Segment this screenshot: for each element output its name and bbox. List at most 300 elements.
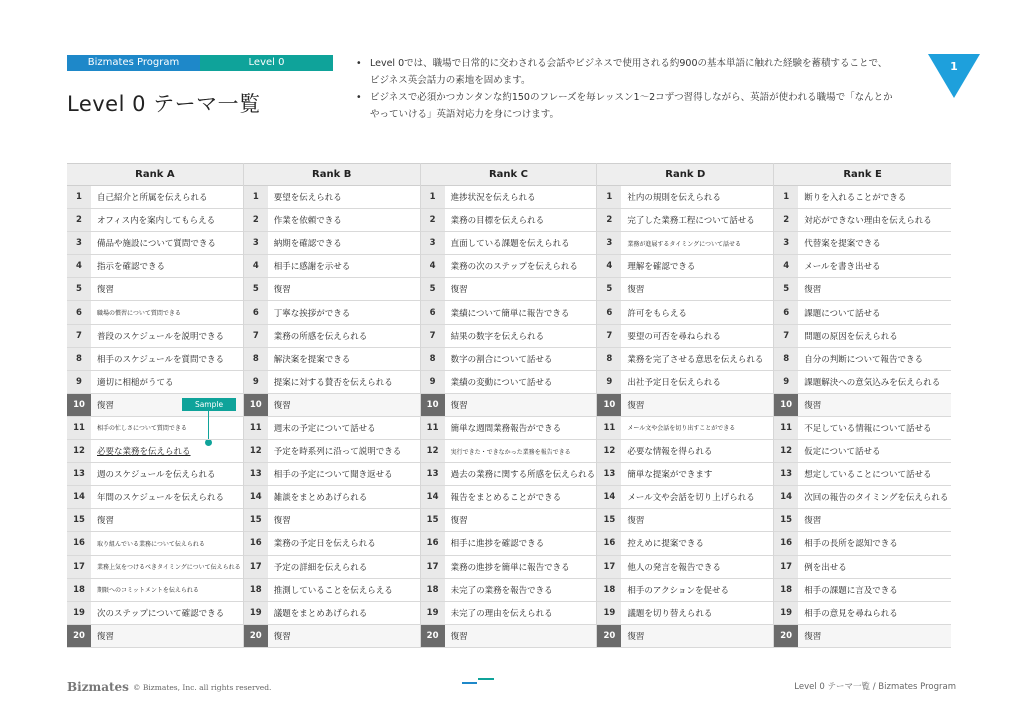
lesson-number: 6 <box>774 301 798 323</box>
lesson-theme: 断りを入れることができる <box>804 193 907 204</box>
lesson-number: 4 <box>774 255 798 277</box>
lesson-number: 8 <box>774 348 798 370</box>
lesson-theme: 直面している課題を伝えられる <box>450 239 570 250</box>
lesson-number: 13 <box>421 463 445 485</box>
lesson-theme: 想定していることについて話せる <box>804 470 932 481</box>
theme-row <box>774 509 951 532</box>
rank-header: Rank D <box>597 163 773 186</box>
lesson-number: 3 <box>597 232 621 254</box>
lesson-number: 17 <box>421 556 445 578</box>
lesson-theme: 復習 <box>273 631 291 642</box>
lesson-number: 13 <box>244 463 268 485</box>
lesson-theme: 復習 <box>273 400 291 411</box>
lesson-theme: 業務が進展するタイミングについて話せる <box>627 240 742 248</box>
lesson-number: 9 <box>421 371 445 393</box>
lesson-theme: 指示を確認できる <box>97 262 166 273</box>
lesson-number: 17 <box>774 556 798 578</box>
lesson-theme: 必要な情報を得られる <box>627 447 713 458</box>
lesson-theme: 代替案を提案できる <box>804 239 881 250</box>
rank-column <box>67 163 244 648</box>
theme-row <box>244 371 420 394</box>
lesson-number: 12 <box>774 440 798 462</box>
lesson-theme: 取り組んでいる業務について伝えられる <box>97 540 205 548</box>
lesson-number: 11 <box>421 417 445 439</box>
lesson-number: 1 <box>244 186 268 208</box>
lesson-number: 7 <box>67 325 91 347</box>
lesson-theme: 納期を確認できる <box>273 239 342 250</box>
theme-row <box>597 255 773 278</box>
lesson-theme: 報告をまとめることができる <box>450 493 562 504</box>
lesson-theme: 復習 <box>450 516 468 527</box>
lesson-number: 19 <box>244 602 268 624</box>
lesson-theme: 丁寧な挨拶ができる <box>273 308 351 319</box>
lesson-theme: 期限へのコミットメントを伝えられる <box>97 587 199 595</box>
lesson-theme: 予定を時系列に沿って説明できる <box>273 447 402 458</box>
lesson-theme: 業務を完了させる意思を伝えられる <box>627 354 764 365</box>
lesson-number: 20 <box>774 625 798 647</box>
theme-row <box>421 486 597 509</box>
lesson-number: 14 <box>421 486 445 508</box>
theme-row <box>244 301 420 324</box>
lesson-number: 19 <box>421 602 445 624</box>
lesson-number: 13 <box>597 463 621 485</box>
theme-row <box>597 186 773 209</box>
program-label: Bizmates Program <box>67 55 200 71</box>
lesson-theme: 結果の数字を伝えられる <box>450 331 545 342</box>
rank-column <box>244 163 421 648</box>
lesson-number: 18 <box>67 579 91 601</box>
theme-row <box>67 348 243 371</box>
lesson-number: 7 <box>597 325 621 347</box>
lesson-number: 10 <box>421 394 445 416</box>
lesson-theme: 社内の規則を伝えられる <box>627 193 721 204</box>
lesson-number: 16 <box>244 532 268 554</box>
lesson-theme: 予定の詳細を伝えられる <box>273 562 368 573</box>
lesson-number: 1 <box>421 186 445 208</box>
footer-mark <box>478 678 494 680</box>
theme-row <box>244 394 420 417</box>
rank-column <box>597 163 774 648</box>
lesson-number: 9 <box>244 371 268 393</box>
footer-mark <box>462 682 477 684</box>
theme-row <box>244 278 420 301</box>
theme-row <box>774 463 951 486</box>
lesson-number: 16 <box>774 532 798 554</box>
theme-row <box>421 532 597 555</box>
theme-row <box>421 232 597 255</box>
theme-row <box>421 209 597 232</box>
theme-row <box>774 301 951 324</box>
theme-row <box>421 509 597 532</box>
theme-row <box>244 486 420 509</box>
theme-row <box>774 232 951 255</box>
lesson-number: 14 <box>774 486 798 508</box>
theme-row <box>421 463 597 486</box>
theme-row <box>774 602 951 625</box>
theme-row <box>597 602 773 625</box>
theme-row <box>67 255 243 278</box>
lesson-theme: 週のスケジュールを伝えられる <box>97 470 216 481</box>
lesson-theme: 相手に進捗を確認できる <box>450 539 545 550</box>
theme-row <box>597 278 773 301</box>
lesson-number: 9 <box>597 371 621 393</box>
lesson-theme: 許可をもらえる <box>627 308 687 319</box>
lesson-theme: 進捗状況を伝えられる <box>450 193 536 204</box>
lesson-number: 9 <box>774 371 798 393</box>
lesson-theme: 復習 <box>450 631 468 642</box>
theme-row <box>244 232 420 255</box>
theme-row <box>421 371 597 394</box>
theme-row <box>244 209 420 232</box>
lesson-theme: 問題の原因を伝えられる <box>804 331 898 342</box>
theme-row <box>421 579 597 602</box>
lesson-theme: 復習 <box>627 400 645 411</box>
lesson-number: 17 <box>597 556 621 578</box>
theme-row <box>244 255 420 278</box>
theme-row <box>67 232 243 255</box>
lesson-theme: 次回の報告のタイミングを伝えられる <box>804 493 949 504</box>
footer-copyright: © Bizmates, Inc. all rights reserved. <box>133 683 272 692</box>
lesson-theme: 必要な業務を伝えられる <box>97 447 191 458</box>
lesson-theme: 不足している情報について話せる <box>804 423 932 434</box>
lesson-number: 18 <box>244 579 268 601</box>
theme-row <box>67 301 243 324</box>
rank-header: Rank E <box>774 163 951 186</box>
lesson-theme: 相手の忙しさについて質問できる <box>97 425 187 433</box>
lesson-theme: 未完了の業務を報告できる <box>450 585 553 596</box>
lesson-theme: 業務上気をつけるべきタイミングについて伝えられる <box>97 564 241 572</box>
lesson-theme: 復習 <box>273 285 291 296</box>
lesson-number: 3 <box>421 232 445 254</box>
lesson-number: 5 <box>244 278 268 300</box>
theme-row <box>597 532 773 555</box>
rank-header: Rank A <box>67 163 243 186</box>
theme-row <box>597 417 773 440</box>
lesson-number: 19 <box>774 602 798 624</box>
lesson-theme: 復習 <box>97 400 115 411</box>
lesson-theme: 作業を依頼できる <box>273 216 342 227</box>
lesson-number: 5 <box>774 278 798 300</box>
theme-row <box>421 417 597 440</box>
lesson-number: 10 <box>597 394 621 416</box>
lesson-theme: 普段のスケジュールを説明できる <box>97 331 224 342</box>
theme-row <box>67 209 243 232</box>
theme-row <box>597 579 773 602</box>
theme-row <box>244 625 420 648</box>
theme-row <box>774 579 951 602</box>
lesson-theme: 業務の進捗を簡単に報告できる <box>450 562 570 573</box>
theme-row <box>597 463 773 486</box>
theme-row <box>597 325 773 348</box>
theme-row <box>244 440 420 463</box>
theme-row <box>597 348 773 371</box>
lesson-theme: 業務の所感を伝えられる <box>273 331 368 342</box>
theme-row <box>67 579 243 602</box>
theme-row <box>774 486 951 509</box>
lesson-theme: オフィス内を案内してもらえる <box>97 216 216 227</box>
lesson-theme: 対応ができない理由を伝えられる <box>804 216 932 227</box>
theme-row <box>244 348 420 371</box>
lesson-theme: 復習 <box>450 400 468 411</box>
lesson-number: 10 <box>774 394 798 416</box>
lesson-number: 2 <box>774 209 798 231</box>
lesson-number: 16 <box>421 532 445 554</box>
lesson-theme: 復習 <box>804 285 822 296</box>
lesson-theme: 議題をまとめあげられる <box>273 608 368 619</box>
theme-row <box>244 463 420 486</box>
lesson-number: 8 <box>421 348 445 370</box>
lesson-number: 20 <box>67 625 91 647</box>
lesson-number: 18 <box>421 579 445 601</box>
lesson-theme: 控えめに提案できる <box>627 539 704 550</box>
lesson-number: 6 <box>597 301 621 323</box>
lesson-theme: 理解を確認できる <box>627 262 696 273</box>
theme-row <box>67 602 243 625</box>
lesson-theme: 業務の予定日を伝えられる <box>273 539 376 550</box>
lesson-number: 12 <box>597 440 621 462</box>
lesson-number: 19 <box>597 602 621 624</box>
theme-row <box>421 348 597 371</box>
intro-bullet: • ビジネスで必須かつカンタンな約150のフレーズを毎レッスン1〜2コずつ習得しながら、英語が使われる職場で「なんとかやっていける」英語対応力を身につけます。 <box>354 89 894 123</box>
lesson-theme: メール文や会話を切り上げられる <box>627 493 755 504</box>
theme-row <box>421 325 597 348</box>
lesson-theme: 未完了の理由を伝えられる <box>450 608 553 619</box>
lesson-theme: 業績の変動について話せる <box>450 377 553 388</box>
theme-row <box>67 625 243 648</box>
lesson-theme: 自己紹介と所属を伝えられる <box>97 193 208 204</box>
lesson-number: 10 <box>67 394 91 416</box>
lesson-theme: 次のステップについて確認できる <box>97 608 225 619</box>
theme-row <box>597 440 773 463</box>
lesson-theme: 復習 <box>627 631 645 642</box>
lesson-number: 2 <box>67 209 91 231</box>
theme-row <box>67 417 243 440</box>
theme-row <box>67 440 243 463</box>
lesson-number: 12 <box>67 440 91 462</box>
lesson-theme: 復習 <box>627 285 645 296</box>
rank-column <box>774 163 951 648</box>
theme-row <box>67 463 243 486</box>
lesson-number: 4 <box>597 255 621 277</box>
lesson-number: 18 <box>774 579 798 601</box>
lesson-number: 12 <box>421 440 445 462</box>
lesson-theme: 復習 <box>804 516 822 527</box>
lesson-number: 17 <box>67 556 91 578</box>
theme-row <box>67 278 243 301</box>
lesson-theme: 業務の目標を伝えられる <box>450 216 545 227</box>
theme-row <box>774 209 951 232</box>
lesson-theme: 復習 <box>450 285 468 296</box>
theme-row <box>597 486 773 509</box>
lesson-number: 5 <box>67 278 91 300</box>
lesson-theme: 適切に相槌がうてる <box>97 377 174 388</box>
lesson-theme: 職場の慣習について質問できる <box>97 310 181 318</box>
theme-row <box>244 602 420 625</box>
theme-row <box>597 371 773 394</box>
rank-header: Rank B <box>244 163 420 186</box>
lesson-number: 20 <box>597 625 621 647</box>
theme-row <box>67 371 243 394</box>
lesson-theme: 数字の割合について話せる <box>450 354 553 365</box>
lesson-theme: 議題を切り替えられる <box>627 608 713 619</box>
lesson-number: 2 <box>597 209 621 231</box>
theme-row <box>774 325 951 348</box>
theme-row <box>244 325 420 348</box>
rank-column <box>421 163 598 648</box>
lesson-theme: 相手のアクションを促せる <box>627 585 729 596</box>
theme-row <box>421 556 597 579</box>
lesson-theme: 完了した業務工程について話せる <box>627 216 755 227</box>
lesson-theme: メールを書き出せる <box>804 262 881 273</box>
theme-table <box>67 163 951 648</box>
lesson-theme: 例を出せる <box>804 562 847 573</box>
lesson-theme: 相手の長所を認知できる <box>804 539 898 550</box>
theme-row <box>597 209 773 232</box>
lesson-number: 14 <box>67 486 91 508</box>
lesson-number: 6 <box>244 301 268 323</box>
lesson-theme: 実行できた・できなかった業務を報告できる <box>450 448 571 456</box>
lesson-number: 13 <box>774 463 798 485</box>
lesson-theme: 復習 <box>97 285 115 296</box>
theme-row <box>774 348 951 371</box>
lesson-number: 10 <box>244 394 268 416</box>
theme-row <box>244 556 420 579</box>
lesson-number: 1 <box>67 186 91 208</box>
lesson-number: 11 <box>774 417 798 439</box>
lesson-number: 13 <box>67 463 91 485</box>
lesson-theme: 過去の業務に関する所感を伝えられる <box>450 470 596 481</box>
lesson-number: 6 <box>67 301 91 323</box>
lesson-number: 12 <box>244 440 268 462</box>
lesson-theme: 提案に対する賛否を伝えられる <box>273 377 393 388</box>
theme-row <box>597 509 773 532</box>
theme-row <box>67 486 243 509</box>
lesson-number: 5 <box>597 278 621 300</box>
lesson-number: 20 <box>421 625 445 647</box>
lesson-theme: 課題について話せる <box>804 308 881 319</box>
lesson-theme: 復習 <box>97 516 115 527</box>
lesson-number: 16 <box>597 532 621 554</box>
theme-row <box>421 255 597 278</box>
lesson-number: 6 <box>421 301 445 323</box>
lesson-number: 15 <box>67 509 91 531</box>
lesson-number: 7 <box>421 325 445 347</box>
lesson-theme: 簡単な週間業務報告ができる <box>450 423 562 434</box>
theme-row <box>421 301 597 324</box>
lesson-theme: 雑談をまとめあげられる <box>273 493 368 504</box>
page-title: Level 0 テーマ一覧 <box>67 92 261 116</box>
lesson-theme: 相手に感謝を示せる <box>273 262 351 273</box>
lesson-number: 11 <box>244 417 268 439</box>
intro-bullet: • Level 0では、職場で日常的に交わされる会話やビジネスで使用される約900の基本単語に触れた経験を蓄積することで、ビジネス英会話力の素地を固めます。 <box>354 55 894 89</box>
lesson-number: 19 <box>67 602 91 624</box>
theme-row <box>597 232 773 255</box>
theme-row <box>774 556 951 579</box>
theme-row <box>774 440 951 463</box>
theme-row <box>421 186 597 209</box>
page-number: 1 <box>950 60 958 73</box>
lesson-number: 4 <box>67 255 91 277</box>
theme-row <box>774 186 951 209</box>
theme-row <box>597 556 773 579</box>
lesson-theme: 出社予定日を伝えられる <box>627 377 721 388</box>
theme-row <box>421 278 597 301</box>
theme-row <box>67 556 243 579</box>
lesson-theme: 週末の予定について話せる <box>273 423 376 434</box>
lesson-number: 18 <box>597 579 621 601</box>
theme-row <box>774 278 951 301</box>
lesson-theme: 復習 <box>804 400 822 411</box>
lesson-number: 14 <box>597 486 621 508</box>
lesson-number: 15 <box>774 509 798 531</box>
theme-row <box>774 625 951 648</box>
theme-row <box>421 394 597 417</box>
lesson-theme: 業績について簡単に報告できる <box>450 308 570 319</box>
lesson-number: 14 <box>244 486 268 508</box>
lesson-number: 1 <box>597 186 621 208</box>
lesson-theme: 要望の可否を尋ねられる <box>627 331 721 342</box>
lesson-number: 3 <box>774 232 798 254</box>
theme-row <box>774 417 951 440</box>
lesson-theme: 簡単な提案ができます <box>627 470 713 481</box>
footer-logo: Bizmates <box>67 680 129 694</box>
lesson-number: 2 <box>244 209 268 231</box>
sample-tag: Sample <box>182 398 236 411</box>
lesson-theme: 相手の意見を尋ねられる <box>804 608 898 619</box>
footer-page-label: Level 0 テーマ一覧 / Bizmates Program <box>794 682 956 692</box>
theme-row <box>774 532 951 555</box>
lesson-number: 8 <box>67 348 91 370</box>
lesson-number: 17 <box>244 556 268 578</box>
lesson-number: 11 <box>67 417 91 439</box>
rank-header: Rank C <box>421 163 597 186</box>
lesson-number: 1 <box>774 186 798 208</box>
theme-row <box>421 625 597 648</box>
lesson-theme: 相手のスケジュールを質問できる <box>97 354 224 365</box>
lesson-theme: 復習 <box>273 516 291 527</box>
lesson-number: 8 <box>597 348 621 370</box>
lesson-theme: 課題解決への意気込みを伝えられる <box>804 377 941 388</box>
theme-row <box>67 325 243 348</box>
theme-row <box>67 394 243 417</box>
lesson-theme: 復習 <box>627 516 645 527</box>
lesson-number: 3 <box>244 232 268 254</box>
theme-row <box>244 186 420 209</box>
theme-row <box>244 509 420 532</box>
theme-row <box>421 602 597 625</box>
theme-row <box>597 394 773 417</box>
lesson-theme: 相手の課題に言及できる <box>804 585 898 596</box>
lesson-number: 4 <box>421 255 445 277</box>
lesson-number: 16 <box>67 532 91 554</box>
lesson-number: 3 <box>67 232 91 254</box>
lesson-theme: 他人の発言を報告できる <box>627 562 721 573</box>
lesson-number: 20 <box>244 625 268 647</box>
lesson-number: 8 <box>244 348 268 370</box>
theme-row <box>67 509 243 532</box>
lesson-theme: 自分の判断について報告できる <box>804 354 924 365</box>
theme-row <box>774 394 951 417</box>
theme-row <box>244 579 420 602</box>
lesson-number: 5 <box>421 278 445 300</box>
lesson-number: 15 <box>421 509 445 531</box>
theme-row <box>67 186 243 209</box>
lesson-number: 11 <box>597 417 621 439</box>
lesson-number: 4 <box>244 255 268 277</box>
lesson-number: 9 <box>67 371 91 393</box>
lesson-theme: 備品や施設について質問できる <box>97 239 216 250</box>
lesson-theme: 要望を伝えられる <box>273 193 342 204</box>
